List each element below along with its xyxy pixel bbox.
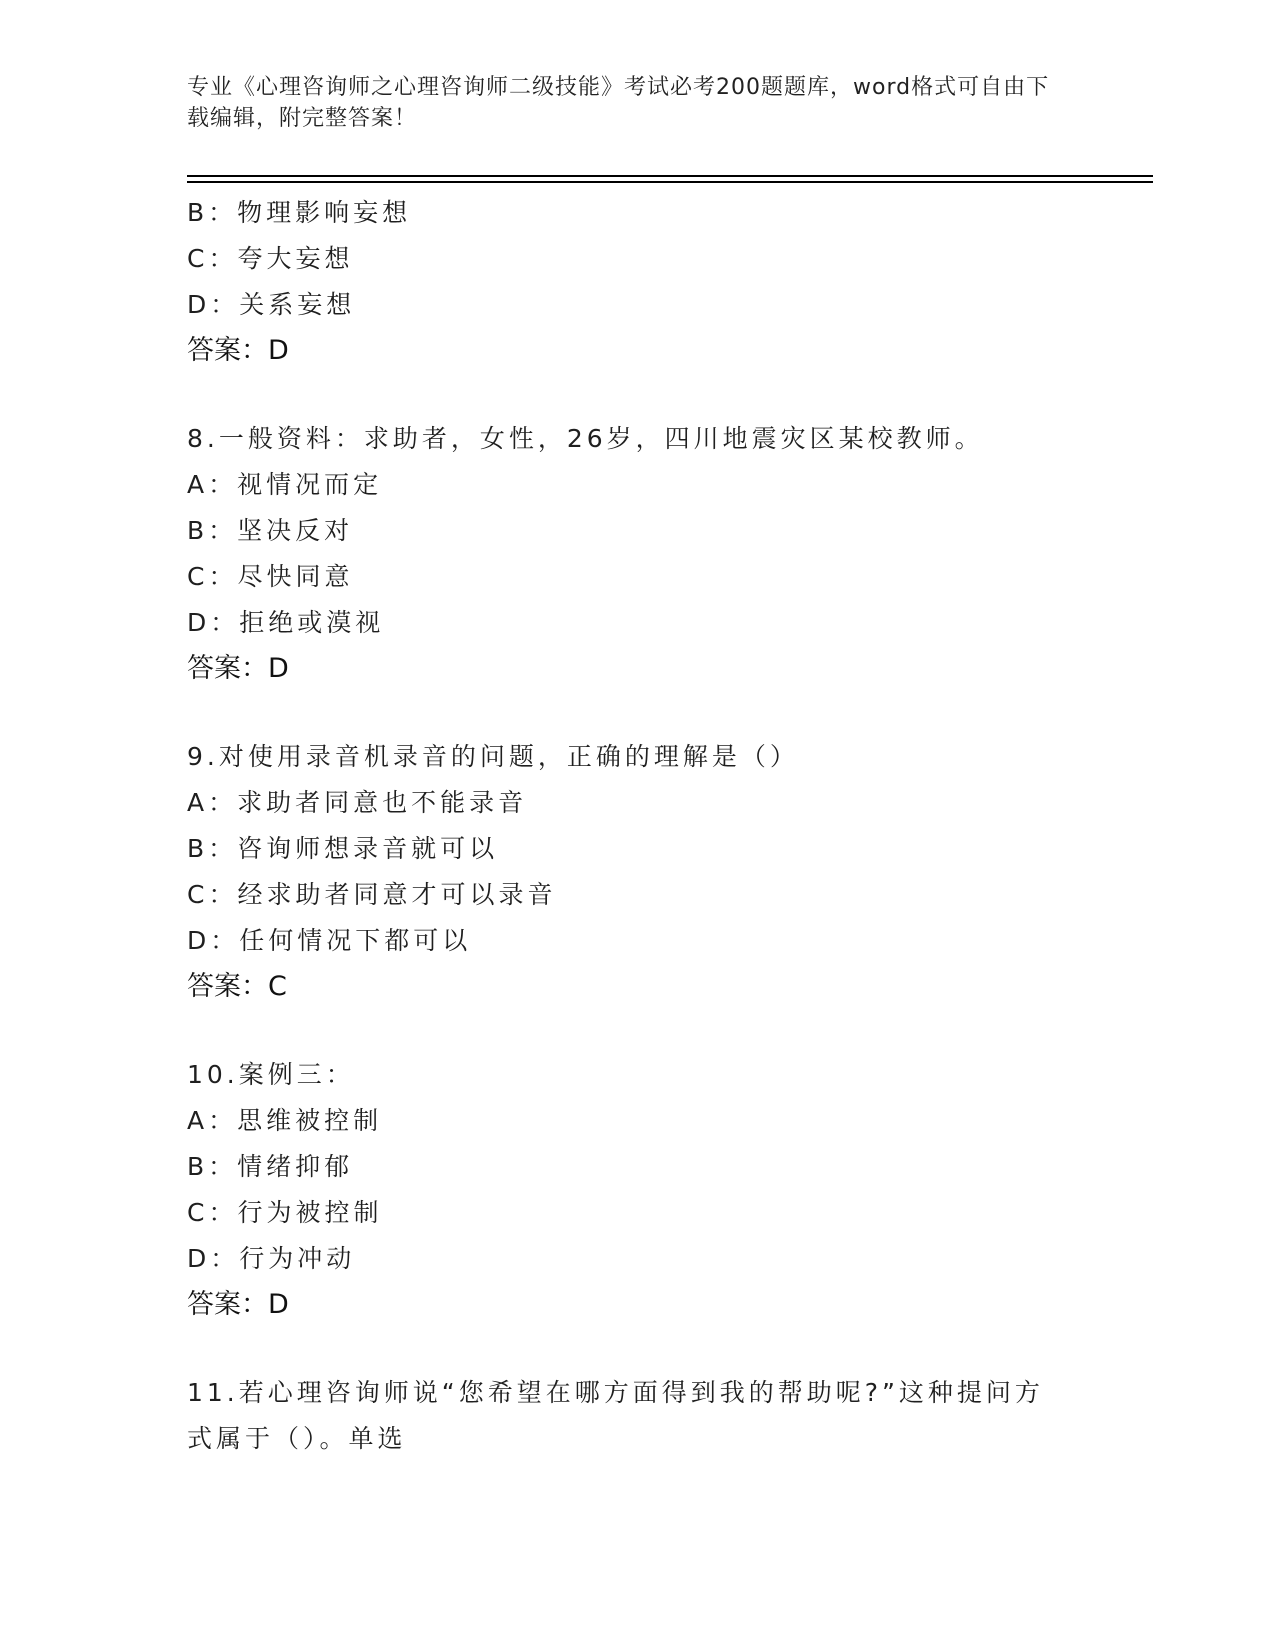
question-text: 10.案例三： <box>187 1060 355 1089</box>
question-list <box>187 190 1087 1462</box>
option-b: B：情绪抑郁 <box>187 1152 354 1181</box>
question-text: 11.若心理咨询师说“您希望在哪方面得到我的帮助呢?”这种提问方式属于（）。单选 <box>187 1378 1044 1453</box>
option-a: A：求助者同意也不能录音 <box>187 788 528 817</box>
document-intro: 专业《心理咨询师之心理咨询师二级技能》考试必考200题题库，word格式可自由下载编辑，附完整答案！ <box>187 75 1050 131</box>
question-10 <box>187 1052 1087 1328</box>
option-d: D：拒绝或漠视 <box>187 608 385 637</box>
option-c: C：夸大妄想 <box>187 244 354 273</box>
header-divider-bottom <box>187 181 1153 183</box>
question-9 <box>187 734 1087 1010</box>
option-d: D：任何情况下都可以 <box>187 926 472 955</box>
option-c: C：尽快同意 <box>187 562 354 591</box>
option-a: A：思维被控制 <box>187 1106 383 1135</box>
option-c: C：行为被控制 <box>187 1198 383 1227</box>
answer: 答案：D <box>187 1289 289 1320</box>
option-d: D：行为冲动 <box>187 1244 356 1273</box>
option-b: B：坚决反对 <box>187 516 354 545</box>
option-c: C：经求助者同意才可以录音 <box>187 880 557 909</box>
question-11 <box>187 1370 1087 1462</box>
answer: 答案：D <box>187 653 289 684</box>
answer: 答案：D <box>187 335 289 366</box>
option-b: B：物理影响妄想 <box>187 198 412 227</box>
question-text: 8.一般资料：求助者，女性，26岁，四川地震灾区某校教师。 <box>187 424 984 453</box>
question-8 <box>187 416 1087 692</box>
option-a: A：视情况而定 <box>187 470 383 499</box>
answer: 答案：C <box>187 971 287 1002</box>
option-d: D：关系妄想 <box>187 290 356 319</box>
header-divider-top <box>187 175 1153 177</box>
question-text: 9.对使用录音机录音的问题，正确的理解是（） <box>187 742 799 771</box>
question-7-tail <box>187 190 1087 374</box>
option-b: B：咨询师想录音就可以 <box>187 834 499 863</box>
